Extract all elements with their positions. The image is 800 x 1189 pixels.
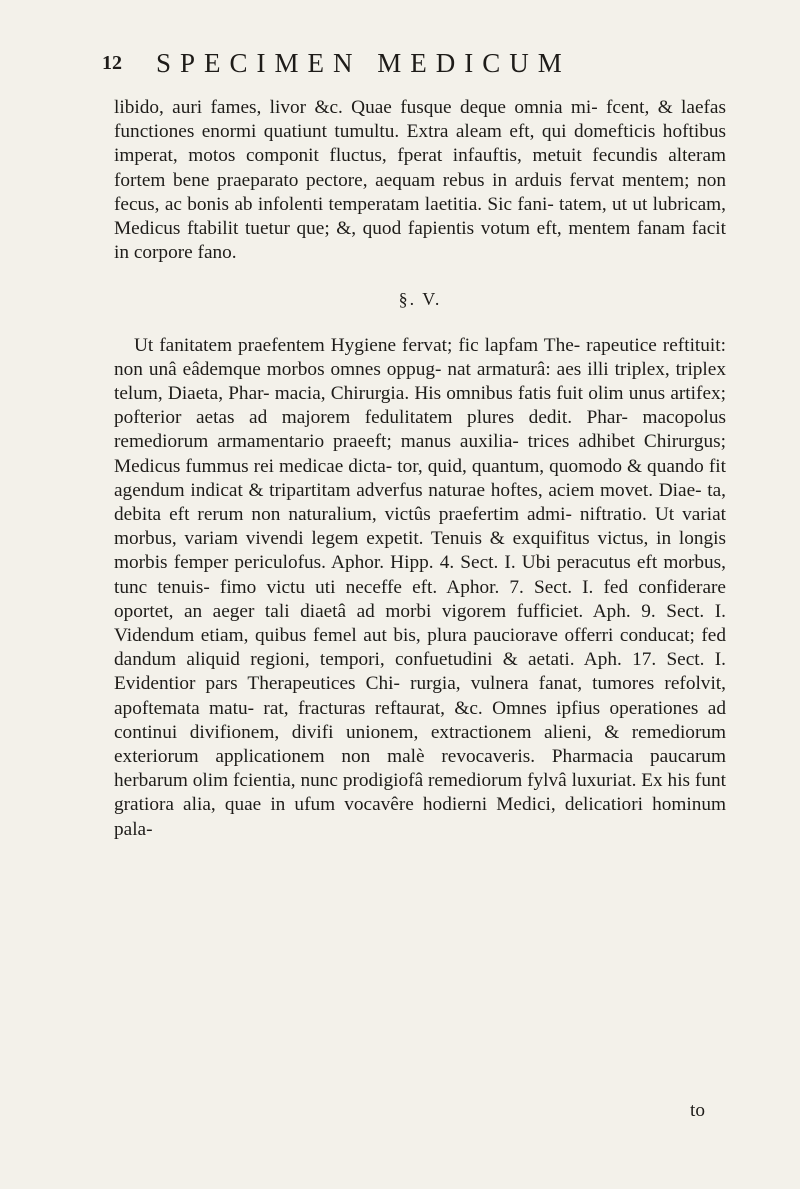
paragraph-2: Ut fanitatem praefentem Hygiene fervat; fic lapfam The- rapeutice reftituit: non unâ eâdemque morbos omnes oppug- nat armaturâ: aes illi triplex, triplex telum, Diaeta, Phar- macia, Chirurgia. His omnibus fatis fuit olim unus artifex; pofterior aetas ad majorem fedulitatem plures dedit. Phar- macopolus remediorum armamentario praeeft; manus auxilia- trices adhibet Chirurgus; Medicus fummus rei medicae dicta- tor, quid, quantum, quomodo & quando fit agendum indicat & tripartitam adverfus naturae hoftes, aciem movet. Diae- ta, debita eft rerum non naturalium, victûs praefertim admi- niftratio. Ut variat morbus, variam vivendi legem expetit. Tenuis & exquifitus victus, in longis morbis femper periculofus. Aphor. Hipp. 4. Sect. I. Ubi peracutus eft morbus, tunc tenuis- fimo victu uti neceffe eft. Aphor. 7. Sect. I. fed confiderare oportet, an aeger tali diaetâ ad morbi vigorem fufficiet. Aph. 9. Sect. I. Videndum etiam, quibus femel aut bis, plura pauciorave offerri conducat; fed dandum aliquid regioni, tempori, confuetudini & aetati. Aph. 17. Sect. I. Evidentior pars Therapeutices Chi- rurgia, vulnera fanat, tumores refolvit, apoftemata matu- rat, fracturas reftaurat, &c. Omnes ipfius operationes ad continui divifionem, divifi unionem, extractionem alieni, & remediorum exteriorum applicationem non malè revocaveris. Pharmacia paucarum herbarum olim fcientia, nunc prodigiofâ remediorum fylvâ luxuriat. Ex his funt gratiora alia, quae in ufum vocavêre hodierni Medici, delicatiori hominum pala- bbox=[114, 334, 726, 840]
section-heading: §. V. bbox=[398, 289, 442, 310]
body-text bbox=[114, 96, 726, 842]
paragraph-1: libido, auri fames, livor &c. Quae fusque deque omnia mi- fcent, & laefas functiones enormi quatiunt tumultu. Extra aleam eft, qui domefticis hoftibus imperat, motos componit fluctus, fperat infauftis, metuit fecundis alteram fortem bene praeparato pectore, aequam rebus in arduis fervat mentem; non fecus, ac bonis ab infolenti temperatam laetitia. Sic fani- tatem, ut ut lubricam, Medicus ftabilit tuetur que; &, quod fapientis votum eft, mentem fanam facit in corpore fano. bbox=[114, 97, 726, 264]
running-head: SPECIMEN MEDICUM bbox=[156, 48, 571, 78]
page-header bbox=[100, 48, 740, 84]
catchword: to bbox=[690, 1100, 705, 1121]
page-number: 12 bbox=[102, 52, 122, 74]
